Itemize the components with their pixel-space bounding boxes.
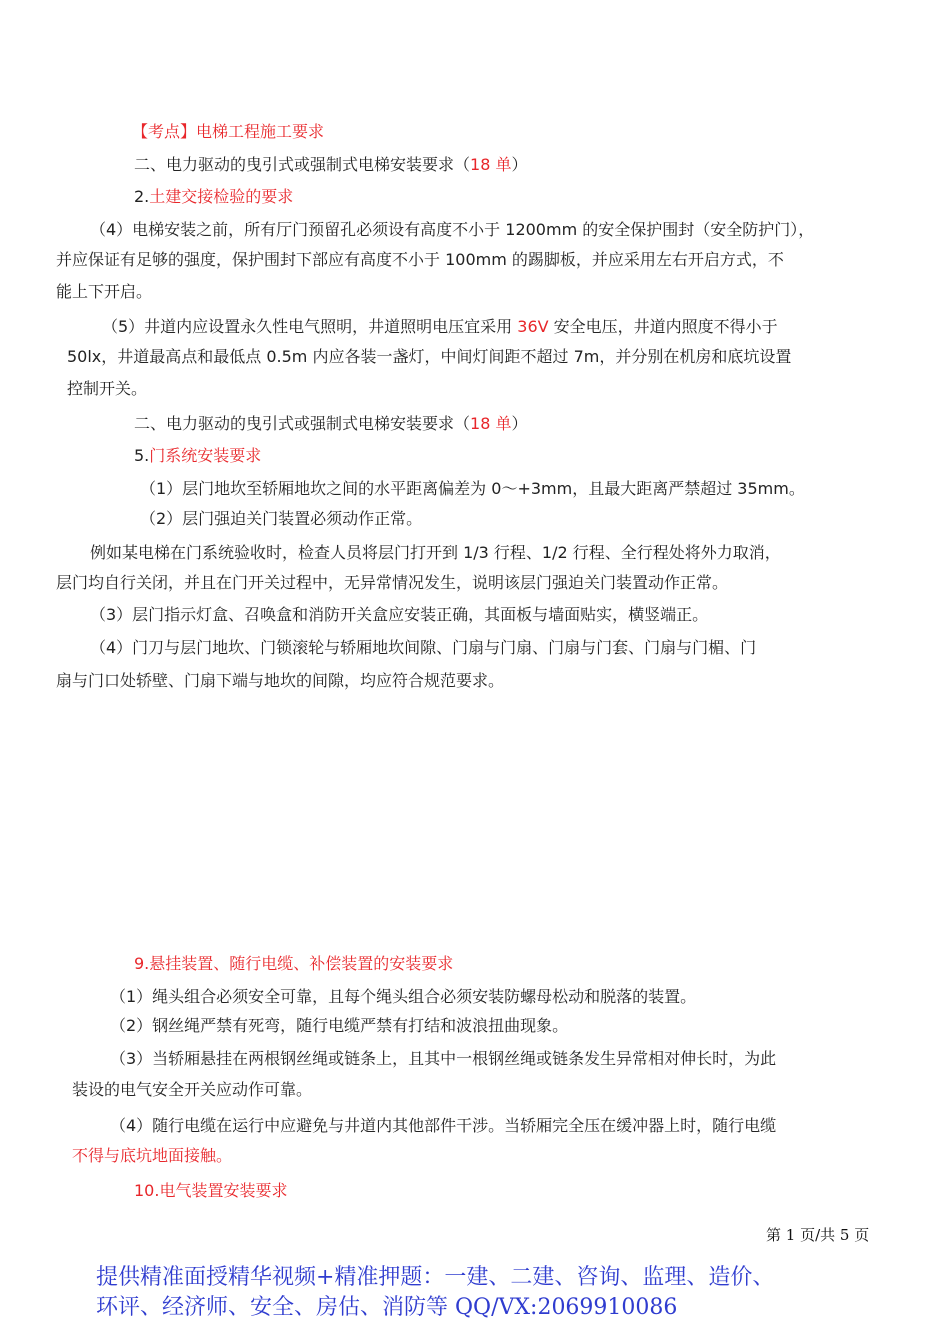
kaodian-tag: 【考点】 xyxy=(132,122,197,141)
s9-item-4-line-1: （4）随行电缆在运行中应避免与井道内其他部件干涉。当轿厢完全压在缓冲器上时，随行电缆 xyxy=(110,1116,777,1135)
subsection-5-title: 5.门系统安装要求 xyxy=(134,446,262,465)
s5-item-4-line-2: 扇与门口处轿壁、门扇下端与地坎的间隙，均应符合规范要求。 xyxy=(56,671,505,690)
s5-item-1: （1）层门地坎至轿厢地坎之间的水平距离偏差为 0～+3mm，且最大距离严禁超过 35mm。 xyxy=(140,479,805,498)
s9-item-2: （2）钢丝绳严禁有死弯，随行电缆严禁有打结和波浪扭曲现象。 xyxy=(110,1016,569,1035)
paragraph-5-line-3: 控制开关。 xyxy=(67,379,148,398)
voltage-highlight: 36V xyxy=(512,317,554,336)
s9-item-3-line-2: 装设的电气安全开关应动作可靠。 xyxy=(72,1080,313,1099)
kaodian-heading xyxy=(132,121,324,143)
section-heading-2: 二、电力驱动的曳引式或强制式电梯安装要求（18 单） xyxy=(134,414,528,433)
subsection-9-title: 9.悬挂装置、随行电缆、补偿装置的安装要求 xyxy=(134,954,454,973)
subsection-2-title: 2.土建交接检验的要求 xyxy=(134,187,294,206)
s9-item-3-line-1: （3）当轿厢悬挂在两根钢丝绳或链条上，且其中一根钢丝绳或链条发生异常相对伸长时，为此 xyxy=(110,1049,777,1068)
s9-item-4-line-2: 不得与底坑地面接触。 xyxy=(72,1146,233,1165)
ad-line-1: 提供精准面授精华视频+精准押题：一建、二建、咨询、监理、造价、 xyxy=(96,1265,775,1290)
subsection-10-title: 10.电气装置安装要求 xyxy=(134,1181,288,1200)
example-line-2: 层门均自行关闭，并且在门开关过程中，无异常情况发生，说明该层门强迫关门装置动作正常。 xyxy=(56,573,729,592)
paragraph-5-line-2: 50lx，井道最高点和最低点 0.5m 内应各装一盏灯，中间灯间距不超过 7m，并分别在机房和底坑设置 xyxy=(67,347,792,366)
kaodian-title: 电梯工程施工要求 xyxy=(196,122,325,141)
example-line-1: 例如某电梯在门系统验收时，检查人员将层门打开到 1/3 行程、1/2 行程、全行程处将外力取消， xyxy=(90,543,781,562)
section-heading-1: 二、电力驱动的曳引式或强制式电梯安装要求（18 单） xyxy=(134,155,528,174)
s5-item-3: （3）层门指示灯盒、召唤盒和消防开关盒应安装正确，其面板与墙面贴实，横竖端正。 xyxy=(90,605,709,624)
s5-item-2: （2）层门强迫关门装置必须动作正常。 xyxy=(140,509,423,528)
ad-line-2: 环评、经济师、安全、房估、消防等 QQ/VX:2069910086 xyxy=(96,1295,678,1320)
page-number: 第 1 页/共 5 页 xyxy=(766,1226,870,1244)
question-count: 18 单 xyxy=(470,155,512,174)
paragraph-4-line-1: （4）电梯安装之前，所有厅门预留孔必须设有高度不小于 1200mm 的安全保护围封（安全防护门）， xyxy=(90,220,815,239)
s5-item-4-line-1: （4）门刀与层门地坎、门锁滚轮与轿厢地坎间隙、门扇与门扇、门扇与门套、门扇与门楣、门 xyxy=(90,638,757,657)
paragraph-5-line-1: （5）井道内应设置永久性电气照明，井道照明电压宜采用 36V 安全电压，井道内照度不得小于 xyxy=(102,317,778,336)
paragraph-4-line-2: 并应保证有足够的强度，保护围封下部应有高度不小于 100mm 的踢脚板，并应采用左右开启方式，不 xyxy=(56,250,784,269)
s9-item-1: （1）绳头组合必须安全可靠，且每个绳头组合必须安装防螺母松动和脱落的装置。 xyxy=(110,987,697,1006)
paragraph-4-line-3: 能上下开启。 xyxy=(56,282,153,301)
